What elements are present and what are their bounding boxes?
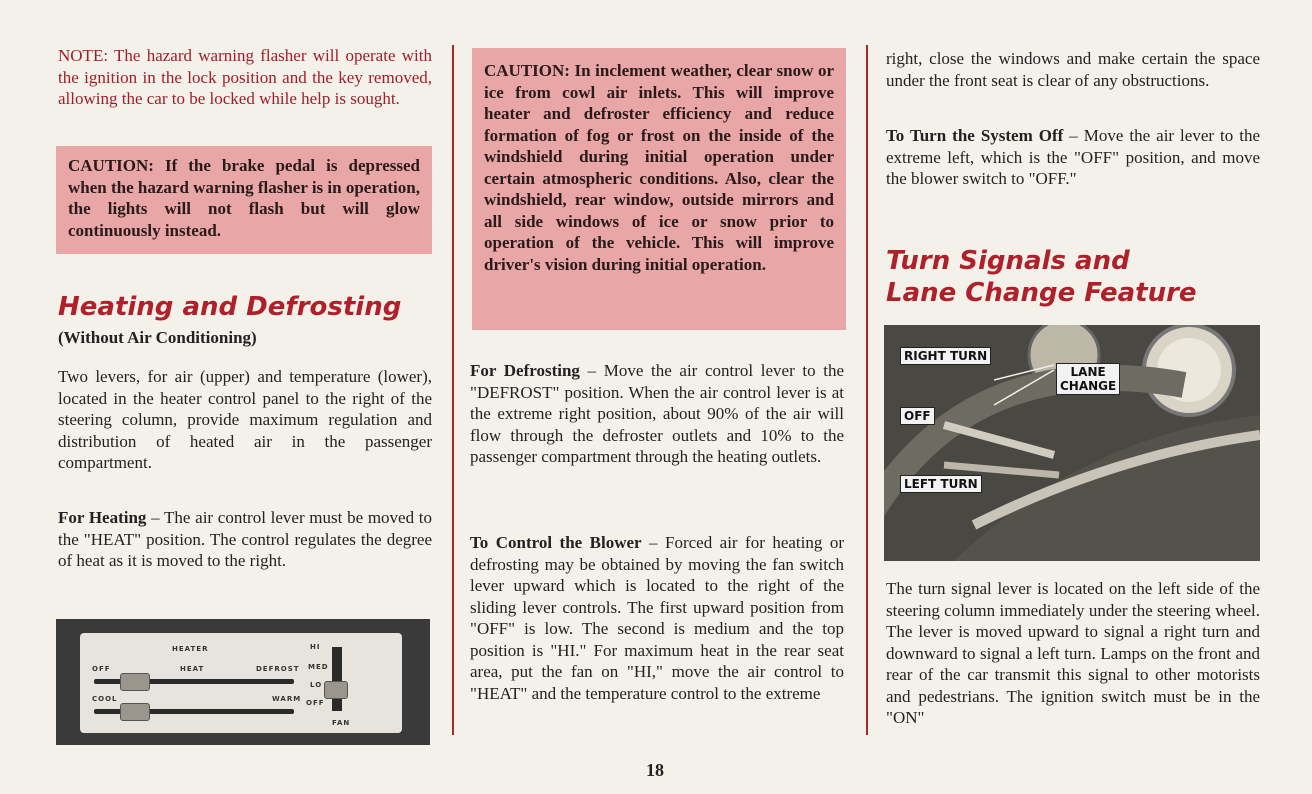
heater-heat-label: HEAT [180, 665, 205, 673]
column-divider-right [866, 45, 868, 735]
turn-signals-heading-line2: Lane Change Feature [886, 278, 1197, 308]
for-defrosting-text: – Move the air control lever to the "DEFROST" position. When the air control lever is at the extreme right position, about 90% of the air will flow through the defroster outlets and 10% to the passenger compartment through the heating outlets. [470, 361, 844, 466]
blower-paragraph [470, 532, 844, 704]
left-turn-label: LEFT TURN [900, 475, 982, 493]
page-number: 18 [646, 760, 664, 780]
fan-hi-label: HI [310, 643, 321, 651]
for-defrosting-lead: For Defrosting [470, 361, 580, 380]
blower-text: – Forced air for heating or defrosting may be obtained by moving the fan switch lever upward which is located to the right of the sliding lever controls. The first upward position from "OFF" is low. The second is medium and the top position is "HI." For maximum heat in the rear seat area, put the fan on "HI," move the air control to "HEAT" and the temperature control to the extreme [470, 533, 844, 703]
heater-control-face [80, 633, 402, 733]
heating-subheading: (Without Air Conditioning) [58, 328, 257, 347]
for-heating-text: – The air control lever must be moved to the "HEAT" position. The control regulates the degree of heat as it is moved to the right. [58, 508, 433, 570]
right-turn-label: RIGHT TURN [900, 347, 991, 365]
for-heating-paragraph [58, 507, 432, 572]
system-off-paragraph [886, 125, 1260, 190]
lane-label-text: LANE [1070, 365, 1106, 379]
change-label-text: CHANGE [1060, 379, 1117, 393]
air-lever-knob [120, 673, 150, 691]
off-label: OFF [900, 407, 935, 425]
heater-off-label: OFF [92, 665, 111, 673]
lane-change-label [1056, 363, 1120, 395]
for-defrosting-paragraph [470, 360, 844, 468]
heater-defrost-label: DEFROST [256, 665, 300, 673]
brake-caution: CAUTION: If the brake pedal is depressed when the hazard warning flasher is in operation, the lights will not flash but will glow continuously instead. [56, 146, 432, 254]
fan-label: FAN [332, 719, 351, 727]
heater-cool-label: COOL [92, 695, 118, 703]
heater-panel-photo [56, 619, 430, 745]
for-heating-lead: For Heating [58, 508, 147, 527]
fan-switch-knob [324, 681, 348, 699]
heater-warm-label: WARM [272, 695, 302, 703]
heating-heading: Heating and Defrosting [58, 292, 402, 322]
turn-signal-photo [884, 325, 1260, 561]
fan-lo-label: LO [310, 681, 323, 689]
fan-switch-slot [332, 647, 342, 711]
inclement-weather-caution: CAUTION: In inclement weather, clear snow or ice from cowl air inlets. This will improve heater and defroster efficiency and reduce formation of fog or frost on the inside of the windshield during initial operation under certain atmospheric conditions. Also, clear the windshield, rear window, outside mirrors and all side windows of ice or snow prior to operation of the vehicle. This will improve driver's vision during initial operation. [472, 48, 846, 330]
fan-med-label: MED [308, 663, 329, 671]
turn-signal-paragraph: The turn signal lever is located on the left side of the steering column immediately under the steering wheel. The lever is moved upward to signal a right turn and downward to signal a left turn. Lamps on the front and rear of the car transmit this signal to other motorists and pedestrians. The ignition switch must be in the "ON" [886, 579, 1260, 727]
hazard-note: NOTE: The hazard warning flasher will operate with the ignition in the lock position and the key removed, allowing the car to be locked while help is sought. [58, 46, 432, 108]
heater-title: HEATER [172, 645, 209, 653]
column-divider-left [452, 45, 454, 735]
blower-lead: To Control the Blower [470, 533, 642, 552]
fan-off-label: OFF [306, 699, 325, 707]
temp-lever-knob [120, 703, 150, 721]
continued-paragraph: right, close the windows and make certain the space under the front seat is clear of any obstructions. [886, 49, 1260, 90]
system-off-lead: To Turn the System Off [886, 126, 1064, 145]
heating-intro: Two levers, for air (upper) and temperature (lower), located in the heater control panel to the right of the steering column, provide maximum regulation and distribution of heated air in the passenger compartment. [58, 367, 432, 472]
system-off-text: – Move the air lever to the extreme left, which is the "OFF" position, and move the blower switch to "OFF." [886, 126, 1260, 188]
turn-signals-heading-line1: Turn Signals and [886, 246, 1130, 276]
